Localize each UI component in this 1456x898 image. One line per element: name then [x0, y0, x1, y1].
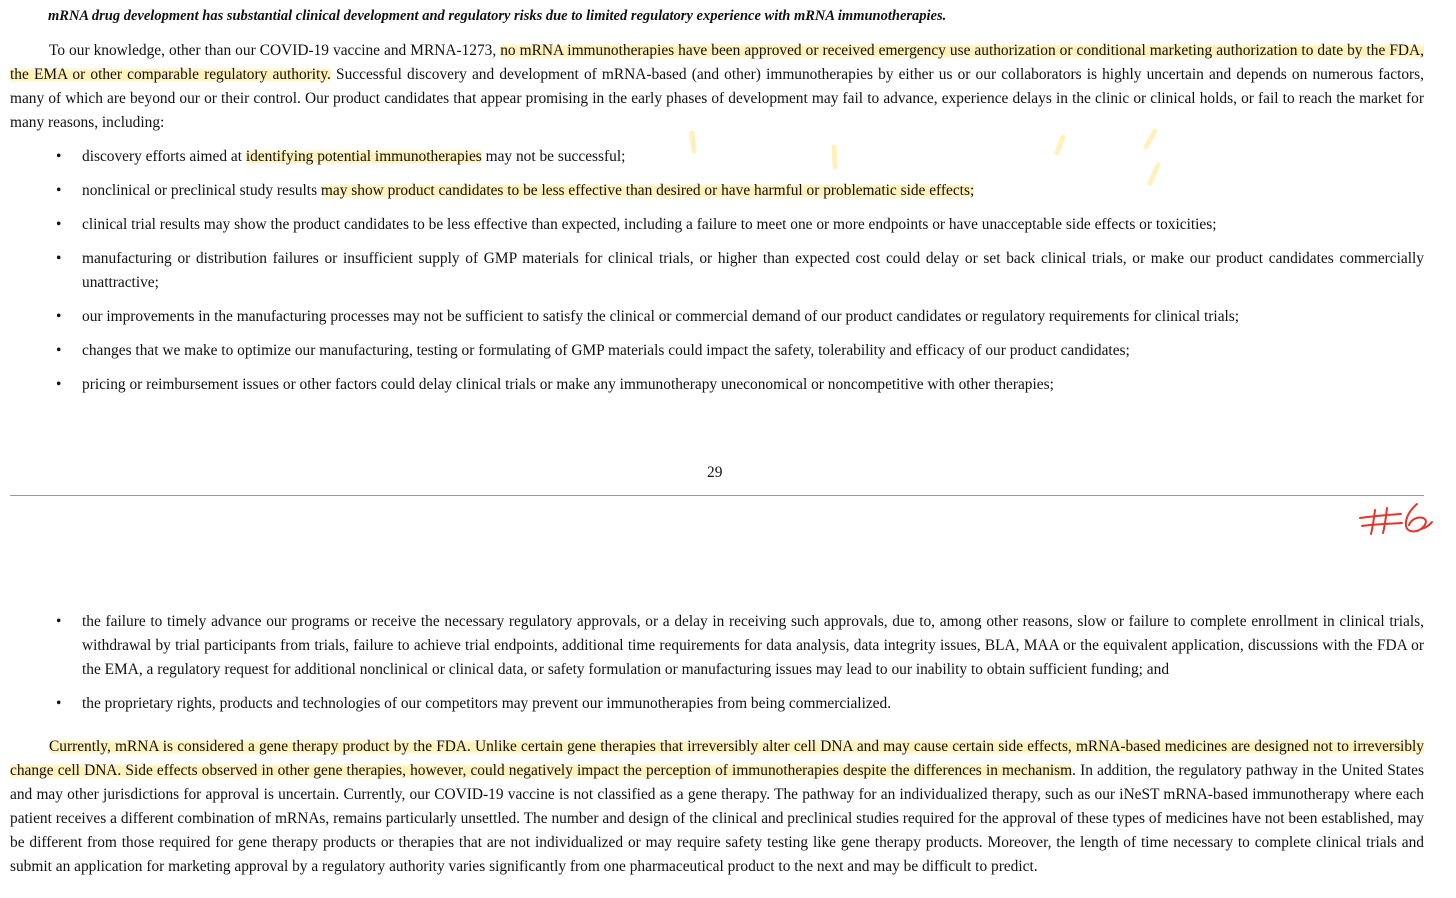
- list-item-text: clinical trial results may show the product candidates to be less effective than expected, including a failure to meet one or more endpoints or have unacceptable side effects or toxicities;: [82, 216, 1217, 233]
- list-item-text: pricing or reimbursement issues or other factors could delay clinical trials or make any immunotherapy uneconomical or noncompetitive with other therapies;: [82, 376, 1054, 393]
- bullet-icon: •: [56, 308, 62, 325]
- paragraph-intro: [10, 39, 1424, 135]
- list-item-text: changes that we make to optimize our manufacturing, testing or formulating of GMP materials could impact the safety, tolerability and efficacy of our product candidates;: [82, 342, 1130, 359]
- list-item-text: may not be successful;: [481, 148, 626, 165]
- section-heading: mRNA drug development has substantial clinical development and regulatory risks due to limited regulatory experience with mRNA immunotherapies.: [48, 8, 947, 24]
- bullet-icon: •: [56, 182, 62, 199]
- list-item-text: nonclinical or preclinical study results: [82, 182, 321, 199]
- paragraph-gene-therapy: [10, 735, 1424, 879]
- list-item-text: the failure to timely advance our programs or receive the necessary regulatory approvals, or a delay in receiving such approvals, due to, among other reasons, slow or failure to complete enrollment in clinical trials, withdrawal by trial participants from trials, failure to achieve trial endpoints, additional time requirements for data analysis, data integrity issues, BLA, MAA or the equivalent application, discussions with the FDA or the EMA, a regulatory request for additional nonclinical or clinical data, or safety formulation or manufacturing issues may lead to our inability to obtain sufficient funding; and: [82, 613, 1424, 678]
- list-item: [0, 373, 1424, 397]
- highlighted-text: may show product candidates to be less effective than desired or have harmful or problematic side effects;: [320, 182, 975, 199]
- bullet-icon: •: [56, 148, 62, 165]
- risk-bullet-list-bottom: [0, 610, 1456, 726]
- page-divider: [10, 495, 1424, 496]
- hash-six-annotation-icon: [1355, 500, 1435, 540]
- highlighted-text: Currently, mRNA is considered a gene therapy product by the FDA. Unlike certain gene therapies that irreversibly alter cell DNA and may cause certain side effects, mRNA-based medicines are designed not to irreversibly change cell DNA. Side effects observed in other gene therapies, however, could negatively impact the perception of immunotherapies despite the differences in mechanism: [10, 738, 1424, 779]
- list-item: [0, 305, 1424, 329]
- list-item-text: the proprietary rights, products and technologies of our competitors may prevent our immunotherapies from being commercialized.: [82, 695, 892, 712]
- highlighted-text: no mRNA immunotherapies have been approved or received emergency use authorization or conditional marketing authorization to date by the FDA, the EMA or other comparable regulatory authority.: [10, 42, 1424, 83]
- bullet-icon: •: [56, 613, 62, 630]
- list-item: [0, 610, 1424, 682]
- list-item: [0, 339, 1424, 363]
- bullet-icon: •: [56, 250, 62, 267]
- bullet-icon: •: [56, 342, 62, 359]
- list-item-text: manufacturing or distribution failures or insufficient supply of GMP materials for clinical trials, or higher than expected cost could delay or set back clinical trials, or make our product candidates commercially unattractive;: [82, 250, 1424, 291]
- list-item: [0, 247, 1424, 295]
- page-number: 29: [707, 464, 723, 481]
- bullet-icon: •: [56, 695, 62, 712]
- list-item: [0, 692, 1424, 716]
- handwritten-annotation: [1355, 500, 1435, 540]
- bullet-icon: •: [56, 216, 62, 233]
- paragraph-intro-text-rest: Successful discovery and development of mRNA-based (and other) immunotherapies by either us or our collaborators is highly uncertain and depends on numerous factors, many of which are beyond our or their control. Our product candidates that appear promising in the early phases of development may fail to advance, experience delays in the clinic or clinical holds, or fail to reach the market for many reasons, including:: [10, 66, 1425, 131]
- list-item: [0, 213, 1424, 237]
- paragraph-intro-text: To our knowledge, other than our COVID-19 vaccine and MRNA-1273,: [49, 42, 501, 59]
- list-item: [0, 179, 1424, 203]
- highlighted-text: identifying potential immunotherapies: [245, 148, 482, 165]
- bullet-icon: •: [56, 376, 62, 393]
- risk-bullet-list-top: [0, 145, 1456, 407]
- list-item-text: our improvements in the manufacturing processes may not be sufficient to satisfy the clinical or commercial demand of our product candidates or regulatory requirements for clinical trials;: [82, 308, 1240, 325]
- paragraph-gene-therapy-text: . In addition, the regulatory pathway in the United States and may other jurisdictions for approval is uncertain. Currently, our COVID-19 vaccine is not classified as a gene therapy. The pathway for an individualized therapy, such as our iNeST mRNA-based immunotherapy where each patient receives a different combination of mRNAs, remains particularly unsettled. The number and design of the clinical and preclinical studies required for the approval of these types of medicines have not been established, may be different from those required for gene therapy products or therapies that are not individualized or may require safety testing like gene therapy products. Moreover, the length of time necessary to complete clinical trials and submit an application for marketing approval by a regulatory authority varies significantly from one pharmaceutical product to the next and may be difficult to predict.: [10, 762, 1424, 875]
- list-item-text: discovery efforts aimed at: [82, 148, 246, 165]
- list-item: [0, 145, 1424, 169]
